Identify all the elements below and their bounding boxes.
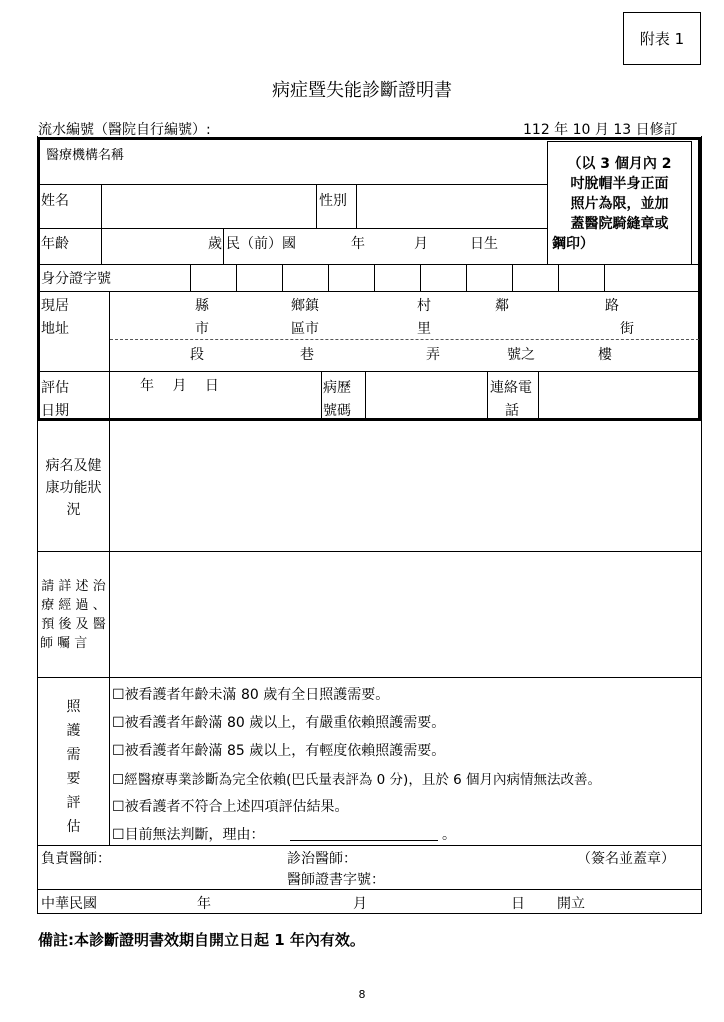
id-number-label: 身分證字號: [41, 271, 111, 287]
checkbox-icon[interactable]: ☐: [112, 799, 125, 815]
care-end-mark: 。: [442, 827, 456, 843]
reason-input-line[interactable]: [290, 840, 438, 841]
roc-label: 民（前）國: [226, 236, 296, 252]
checkbox-icon[interactable]: ☐: [112, 772, 125, 788]
record-number-label-line2: 號碼: [323, 403, 351, 419]
address-city: 市: [195, 321, 209, 337]
record-number-label-line1: 病歷: [323, 380, 351, 396]
address-district: 區市: [291, 321, 319, 337]
phone-label-line2: 話: [505, 403, 519, 419]
issue-date-month: 月: [353, 896, 367, 912]
treatment-label: [38, 577, 109, 653]
serial-number-label: 流水編號（醫院自行編號）:: [38, 122, 211, 138]
treatment-label-line: 預 後 及 醫: [41, 617, 106, 632]
address-floor: 樓: [598, 347, 612, 363]
sign-stamp-label: （簽名並蓋章）: [577, 851, 675, 867]
eval-date-label-line1: 評估: [41, 380, 69, 396]
address-label-line2: 地址: [41, 321, 69, 337]
address-neighborhood: 鄰: [495, 298, 509, 314]
attachment-label-box: [623, 12, 701, 65]
care-assessment-label: [38, 695, 109, 839]
diagnosis-label-line: 況: [66, 502, 81, 518]
address-village: 村: [417, 298, 431, 314]
photo-note-line: （以 3 個月內 2: [567, 156, 672, 172]
checkbox-icon[interactable]: ☐: [112, 687, 125, 703]
issue-date-year: 年: [197, 896, 211, 912]
eval-date-units: 年 月 日: [140, 378, 219, 394]
address-li: 里: [417, 321, 431, 337]
attending-doctor-label: 診治醫師：: [287, 851, 357, 867]
diagnosis-label-line: 康功能狀: [45, 480, 102, 496]
eval-date-label-line2: 日期: [41, 403, 69, 419]
care-option[interactable]: ☐經醫療專業診斷為完全依賴(巴氏量表評為 0 分)，且於 6 個月內病情無法改善。: [112, 772, 601, 788]
revision-date: 112 年 10 月 13 日修訂: [523, 122, 678, 138]
checkbox-icon[interactable]: ☐: [112, 715, 125, 731]
checkbox-icon[interactable]: ☐: [112, 827, 125, 843]
address-lane: 巷: [300, 347, 314, 363]
birth-month-label: 月: [414, 236, 428, 252]
care-label-char: 需: [66, 747, 81, 763]
diagnosis-label-line: 病名及健: [45, 458, 102, 474]
address-town: 鄉鎮: [291, 298, 319, 314]
address-county: 縣: [195, 298, 209, 314]
footnote: 備註:本診斷證明書效期自開立日起 1 年內有效。: [38, 931, 365, 949]
diagnosis-label: [38, 455, 109, 521]
care-option[interactable]: ☐被看護者不符合上述四項評估結果。: [112, 799, 349, 815]
photo-area: [547, 141, 692, 265]
birth-day-label: 日生: [470, 236, 498, 252]
care-option[interactable]: ☐被看護者年齡滿 80 歲以上，有嚴重依賴照護需要。: [112, 715, 446, 731]
attachment-label: 附表 1: [639, 30, 685, 48]
care-label-char: 估: [66, 819, 81, 835]
name-label: 姓名: [41, 193, 69, 209]
institution-label: 醫療機構名稱: [46, 148, 125, 163]
issue-date-roc: 中華民國: [41, 896, 97, 912]
treatment-label-line: 療 經 過 、: [41, 598, 106, 613]
photo-note-line: 吋脫帽半身正面: [570, 176, 669, 192]
address-label-line1: 現居: [41, 298, 69, 314]
license-number-label: 醫師證書字號：: [287, 872, 385, 888]
care-option[interactable]: ☐被看護者年齡滿 85 歲以上，有輕度依賴照護需要。: [112, 743, 446, 759]
page-number: 8: [358, 988, 366, 1001]
photo-note-line: 蓋醫院騎縫章或: [570, 216, 669, 232]
address-alley: 弄: [426, 347, 440, 363]
address-section: 段: [190, 347, 204, 363]
address-road: 路: [605, 298, 619, 314]
age-label: 年齡: [41, 236, 69, 252]
address-street: 街: [620, 321, 634, 337]
issue-date-day: 日: [511, 896, 525, 912]
photo-note-line: 照片為限，並加: [570, 196, 669, 212]
care-option[interactable]: ☐被看護者年齡未滿 80 歲有全日照護需要。: [112, 687, 390, 703]
age-unit: 歲: [208, 236, 222, 252]
responsible-doctor-label: 負責醫師：: [41, 851, 111, 867]
phone-label-line1: 連絡電: [490, 380, 532, 396]
treatment-label-line: 師 囑 言: [40, 636, 88, 651]
address-number: 號之: [507, 347, 535, 363]
care-label-char: 評: [66, 795, 81, 811]
page-title: 病症暨失能診斷證明書: [272, 80, 452, 101]
care-label-char: 要: [66, 771, 81, 787]
treatment-label-line: 請 詳 述 治: [41, 579, 106, 594]
birth-year-label: 年: [351, 236, 365, 252]
care-label-char: 照: [66, 699, 81, 715]
issued-label: 開立: [557, 896, 585, 912]
checkbox-icon[interactable]: ☐: [112, 743, 125, 759]
care-label-char: 護: [66, 723, 81, 739]
gender-label: 性別: [319, 193, 347, 209]
care-option[interactable]: ☐目前無法判斷，理由：: [112, 827, 265, 843]
photo-note-line: 鋼印）: [552, 236, 594, 252]
